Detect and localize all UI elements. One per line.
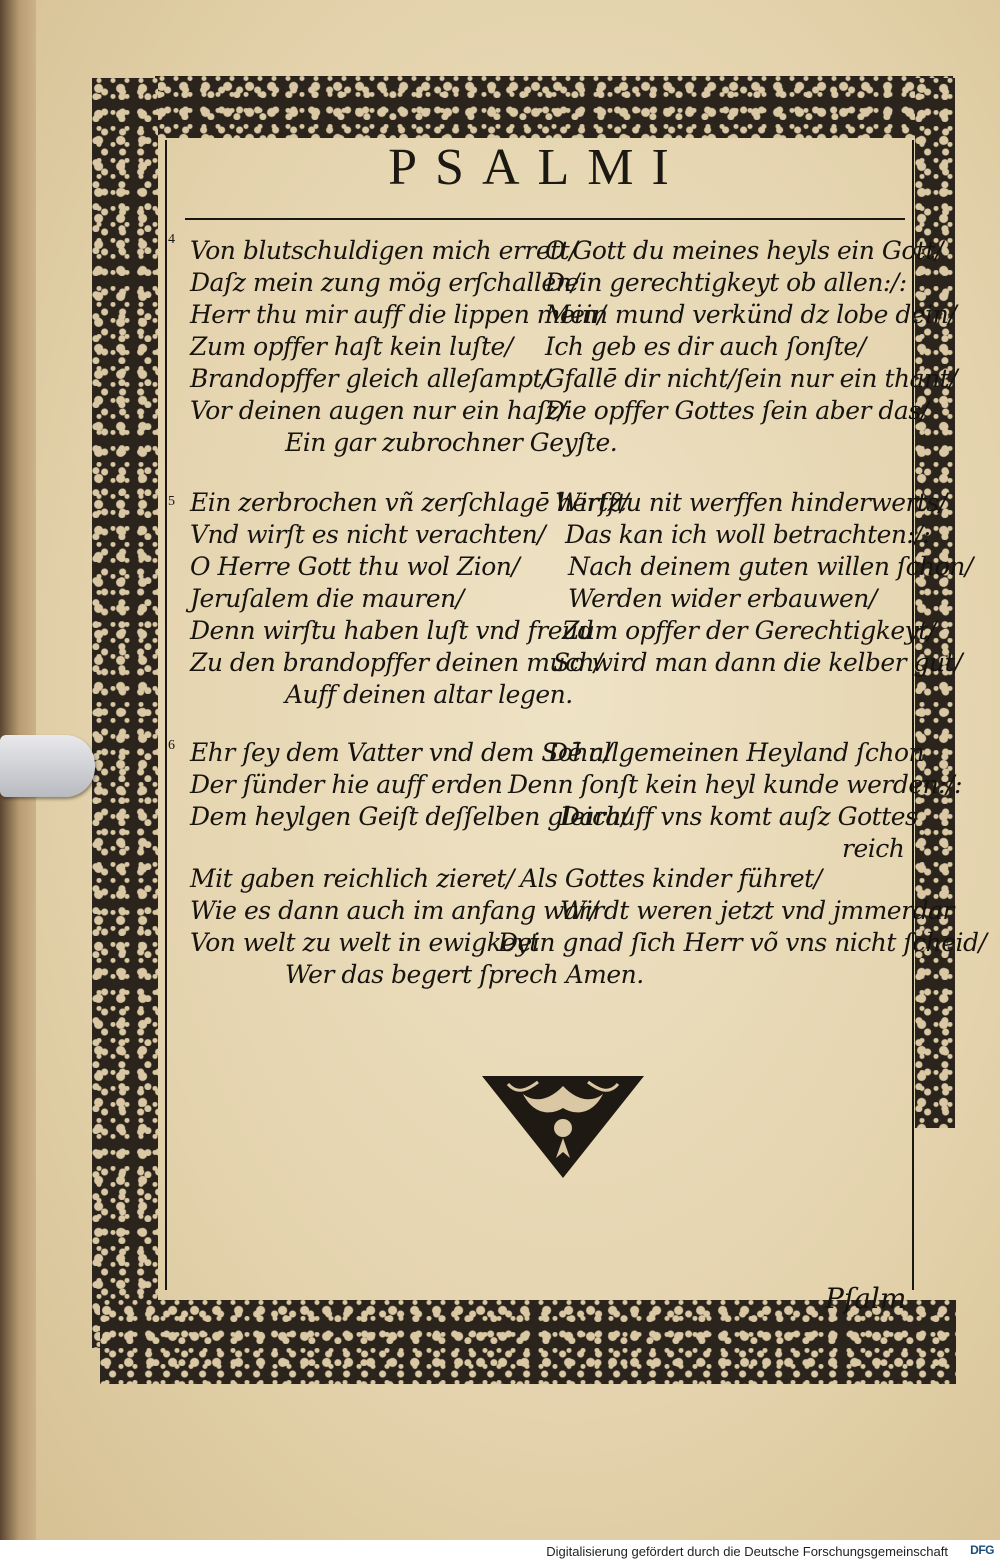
verse-line: Werden wider erbauwen/ [568,584,877,613]
verse-line: So wird man dann die kelber gut/ [553,648,963,677]
verse-line: Wie es dann auch im anfang war/ [190,896,598,925]
verse-line: Darauff vns komt auſz Gottes [560,802,918,831]
verse-line: Wer das begert ſprech Amen. [285,960,644,989]
funding-notice: Digitalisierung gefördert durch die Deutsche Forschungsgemeinschaft [546,1544,948,1559]
verse-line: Zu den brandopffer deinen much/ [190,648,603,677]
verse-line: Wirſſtu nit werffen hinderwerts/ [555,488,947,517]
verse-line: reich [842,834,905,863]
verse-line: Wirdt weren jetzt vnd jmmerdar [560,896,954,925]
verse-line: Die opffer Gottes ſein aber das/ [545,396,929,425]
woodcut-border-top [155,76,953,138]
verse-line: Der ſünder hie auff erden [190,770,503,799]
verse-number: 5 [168,494,175,509]
woodcut-border-left [92,78,158,1348]
catchword: Pſalm [825,1282,907,1315]
verse-line: O Herre Gott thu wol Zion/ [190,552,520,581]
verse-line: Ein zerbrochen vñ zerſchlagē hertz/ [190,488,629,517]
verse-line: Ehr ſey dem Vatter vnd dem Sohn/ [190,738,612,767]
verse-line: Zum opffer haſt kein luſte/ [190,332,513,361]
verse-line: Zum opffer der Gerechtigkeyt/ [562,616,936,645]
verse-line: Nach deinem guten willen ſchon/ [568,552,973,581]
verse-line: Denn ſonſt kein heyl kunde werden:/: [508,770,962,799]
verse-number: 6 [168,738,175,753]
bookmark-tab [0,735,95,797]
verse-line: Dem heylgen Geiſt deſſelben gleich/ [190,802,630,831]
verse-line: Von welt zu welt in ewigkeyt [190,928,539,957]
verse-line: Vor deinen augen nur ein haſz/ [190,396,567,425]
dfg-logo: DFG [970,1543,994,1557]
verse-line: Ein gar zubrochner Geyſte. [285,428,618,457]
verse-number: 4 [168,232,175,247]
verse-line: Auff deinen altar legen. [285,680,573,709]
fleuron-ornament-icon [478,1072,648,1182]
page-title: PSALMI [388,139,687,196]
title-rule [185,218,905,220]
verse-line: Herr thu mir auff die lippen mein/ [190,300,606,329]
verse-line: Daſz mein zung mög erſchallen/ [190,268,580,297]
verse-line: Brandopffer gleich alleſampt/ [190,364,550,393]
verse-line: Von blutschuldigen mich errett/ [190,236,578,265]
verse-line: Dein gnad ſich Herr võ vns nicht ſcheid/ [498,928,987,957]
verse-line: O Gott du meines heyls ein Gott/ [545,236,943,265]
verse-line: Dein gerechtigkeyt ob allen:/: [545,268,907,297]
verse-line: Als Gottes kinder führet/ [520,864,822,893]
verse-line: Ich geb es dir auch ſonſte/ [545,332,866,361]
verse-line: Mein mund verkünd dz lobe dein/ [545,300,957,329]
verse-line: Denn wirſtu haben luſt vnd freud [190,616,594,645]
verse-line: Jeruſalem die mauren/ [190,584,464,613]
digitization-footer [0,1540,1000,1562]
verse-line: Das kan ich woll betrachten:/: [565,520,931,549]
verse-line: Mit gaben reichlich zieret/ [190,864,514,893]
verse-line: Vnd wirſt es nicht verachten/ [190,520,546,549]
verse-line: Dē allgemeinen Heyland ſchon [548,738,925,767]
verse-line: Gfallē dir nicht/ſein nur ein thant/ [545,364,958,393]
